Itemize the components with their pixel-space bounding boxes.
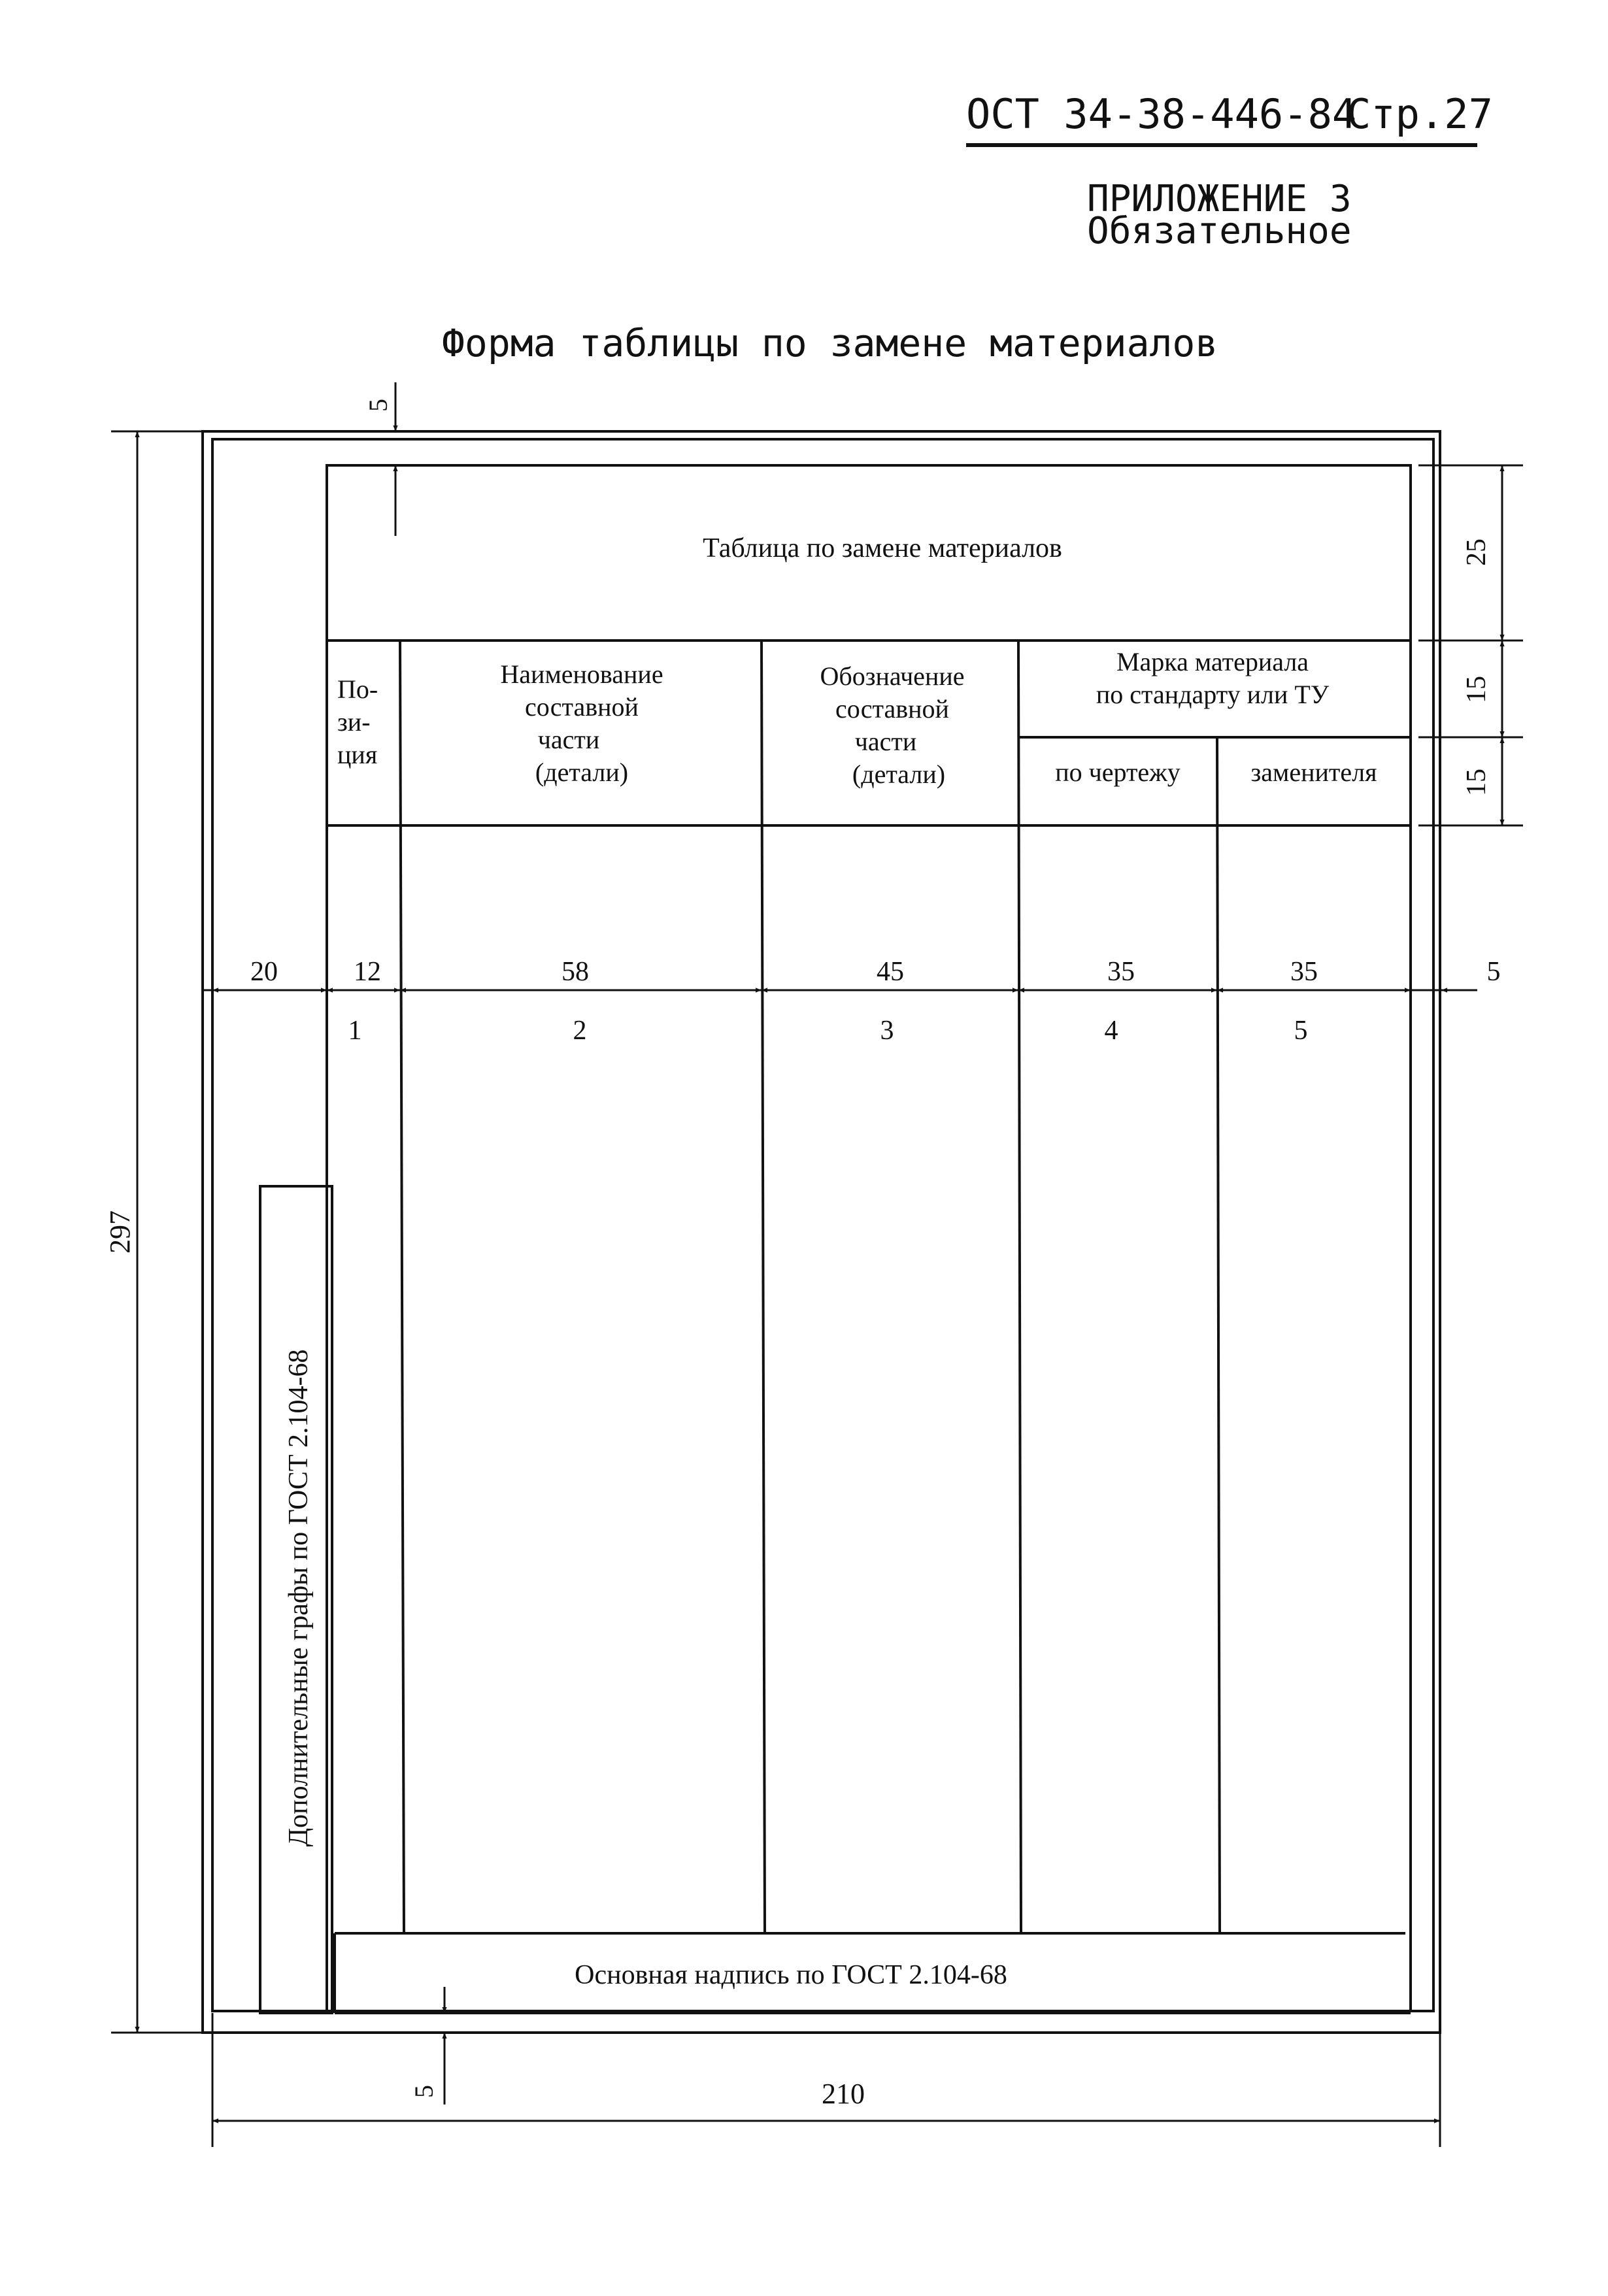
column-number-4: 4: [1104, 1016, 1118, 1046]
col-position-line2: зи-: [337, 707, 371, 737]
dim-row-3: 15: [1462, 769, 1492, 796]
appendix-status: Обязательное: [1087, 210, 1352, 252]
col-position-line3: ция: [337, 740, 378, 769]
col-name-line1: Наименование: [500, 659, 663, 689]
column-number-2: 2: [573, 1016, 587, 1046]
dim-left-margin: 20: [250, 957, 278, 987]
dim-col-3: 45: [877, 957, 904, 987]
col-grade-line1: Марка материала: [1116, 647, 1309, 676]
dim-sheet-height: 297: [104, 1210, 136, 1254]
column-number-3: 3: [880, 1016, 894, 1046]
col-substitute: заменителя: [1250, 757, 1377, 787]
column-number-1: 1: [348, 1016, 362, 1046]
dim-col-1: 12: [354, 957, 381, 987]
table-caption: Таблица по замене материалов: [703, 533, 1062, 563]
dim-row-2: 15: [1462, 676, 1492, 703]
col-sep-2: [762, 641, 765, 1935]
dim-top-offset: 5: [363, 399, 393, 412]
col-sep-3: [1018, 641, 1021, 1935]
dim-col-5: 35: [1290, 957, 1318, 987]
col-drawing: по чертежу: [1055, 757, 1181, 787]
col-designation-line3: части: [854, 727, 917, 756]
col-designation-line4: (детали): [852, 759, 946, 789]
dim-col-4: 35: [1107, 957, 1135, 987]
dim-sheet-width: 210: [822, 2078, 865, 2110]
title-block-label: Основная надпись по ГОСТ 2.104-68: [575, 1960, 1007, 1990]
col-name-line2: составной: [525, 692, 639, 722]
form-title: Форма таблицы по замене материалов: [442, 321, 1218, 365]
doc-code: ОСТ 34-38-446-84: [966, 90, 1357, 138]
column-number-5: 5: [1294, 1016, 1308, 1046]
col-grade-line2: по стандарту или ТУ: [1096, 680, 1330, 709]
dim-right-margin: 5: [1486, 957, 1501, 987]
page-number: Стр.27: [1347, 90, 1493, 138]
dim-bottom-offset: 5: [409, 2085, 439, 2098]
col-sep-1: [400, 641, 404, 1935]
dim-row-1: 25: [1462, 539, 1492, 566]
col-position-line1: По-: [337, 674, 378, 704]
dim-col-2: 58: [561, 957, 589, 987]
col-name-line4: (детали): [535, 757, 629, 787]
appendix-label: ПРИЛОЖЕНИЕ 3: [1087, 178, 1352, 220]
col-designation-line2: составной: [835, 694, 949, 724]
additional-columns-label: Дополнительные графы по ГОСТ 2.104-68: [284, 1349, 314, 1847]
col-sep-4: [1217, 737, 1220, 1935]
col-designation-line1: Обозначение: [820, 661, 965, 691]
col-name-line3: части: [537, 725, 600, 754]
